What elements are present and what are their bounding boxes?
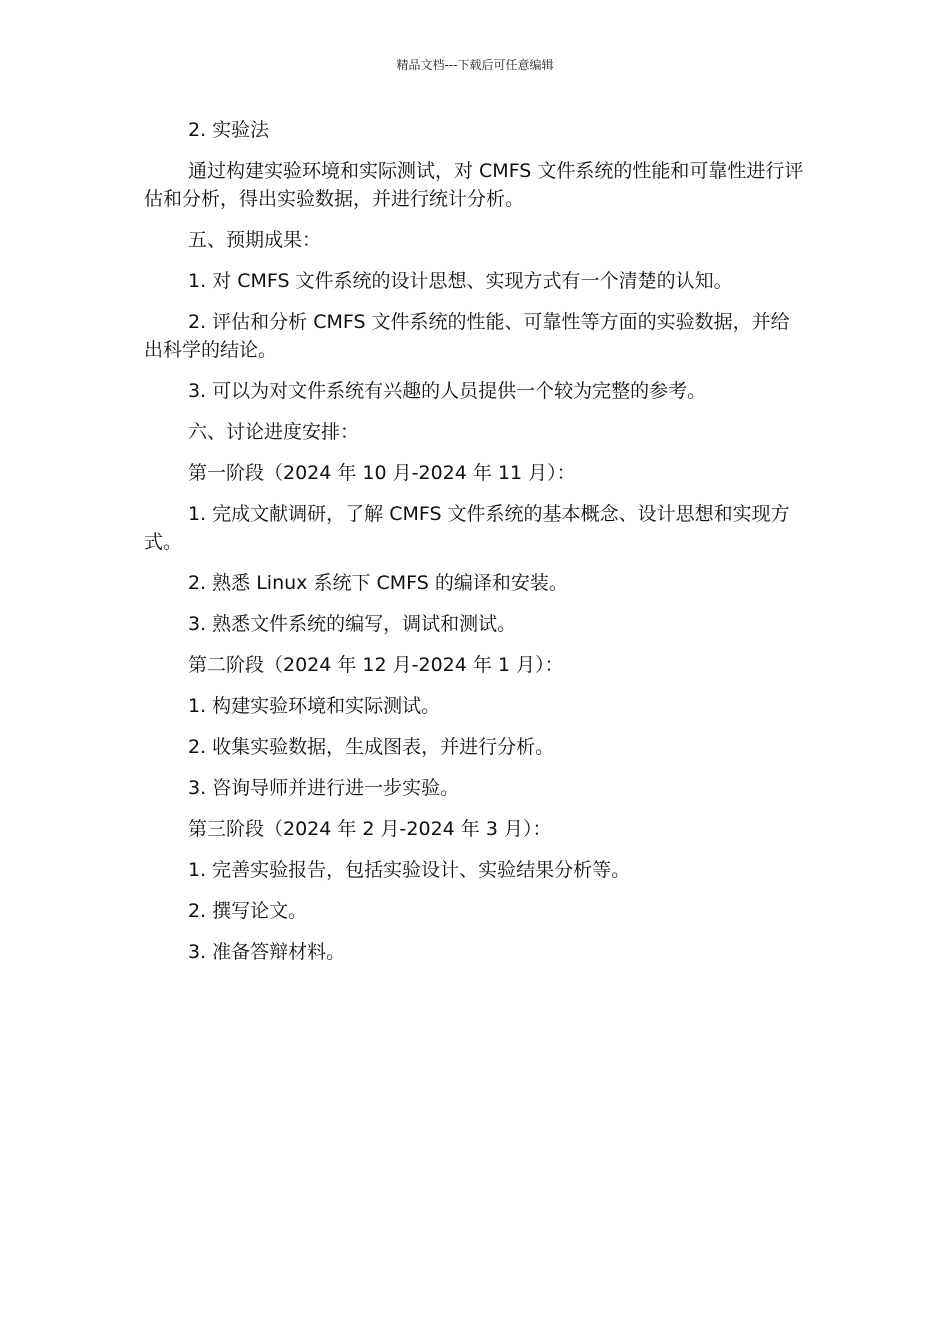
stage-2-heading: 第二阶段（2024 年 12 月-2024 年 1 月）： — [188, 654, 564, 676]
stage-3-item-3: 3. 准备答辩材料。 — [188, 941, 346, 963]
paragraph-method-2: 2. 实验法 — [188, 119, 270, 141]
stage-1-heading: 第一阶段（2024 年 10 月-2024 年 11 月）： — [188, 462, 576, 484]
section-heading-schedule: 六、讨论进度安排： — [188, 421, 360, 443]
document-body — [144, 116, 806, 979]
stage-3-heading: 第三阶段（2024 年 2 月-2024 年 3 月）： — [188, 818, 552, 840]
stage-2-item-3: 3. 咨询导师并进行进一步实验。 — [188, 777, 460, 799]
stage-2-item-2: 2. 收集实验数据，生成图表，并进行分析。 — [188, 736, 555, 758]
stage-3-item-2: 2. 撰写论文。 — [188, 900, 308, 922]
stage-1-item-1: 1. 完成文献调研，了解 CMFS 文件系统的基本概念、设计思想和实现方式。 — [144, 503, 790, 553]
paragraph-result-1: 1. 对 CMFS 文件系统的设计思想、实现方式有一个清楚的认知。 — [188, 270, 733, 292]
stage-2-item-1: 1. 构建实验环境和实际测试。 — [188, 695, 441, 717]
paragraph-method-2-desc: 通过构建实验环境和实际测试，对 CMFS 文件系统的性能和可靠性进行评估和分析，得出实验数据，并进行统计分析。 — [144, 160, 804, 210]
page-header: 精品文档---下载后可任意编辑 — [396, 58, 554, 72]
stage-1-item-2: 2. 熟悉 Linux 系统下 CMFS 的编译和安装。 — [188, 572, 568, 594]
section-heading-expected-results: 五、预期成果： — [188, 229, 322, 251]
paragraph-result-3: 3. 可以为对文件系统有兴趣的人员提供一个较为完整的参考。 — [188, 380, 707, 402]
paragraph-result-2: 2. 评估和分析 CMFS 文件系统的性能、可靠性等方面的实验数据，并给出科学的结论。 — [144, 311, 790, 361]
stage-1-item-3: 3. 熟悉文件系统的编写，调试和测试。 — [188, 613, 517, 635]
stage-3-item-1: 1. 完善实验报告，包括实验设计、实验结果分析等。 — [188, 859, 631, 881]
